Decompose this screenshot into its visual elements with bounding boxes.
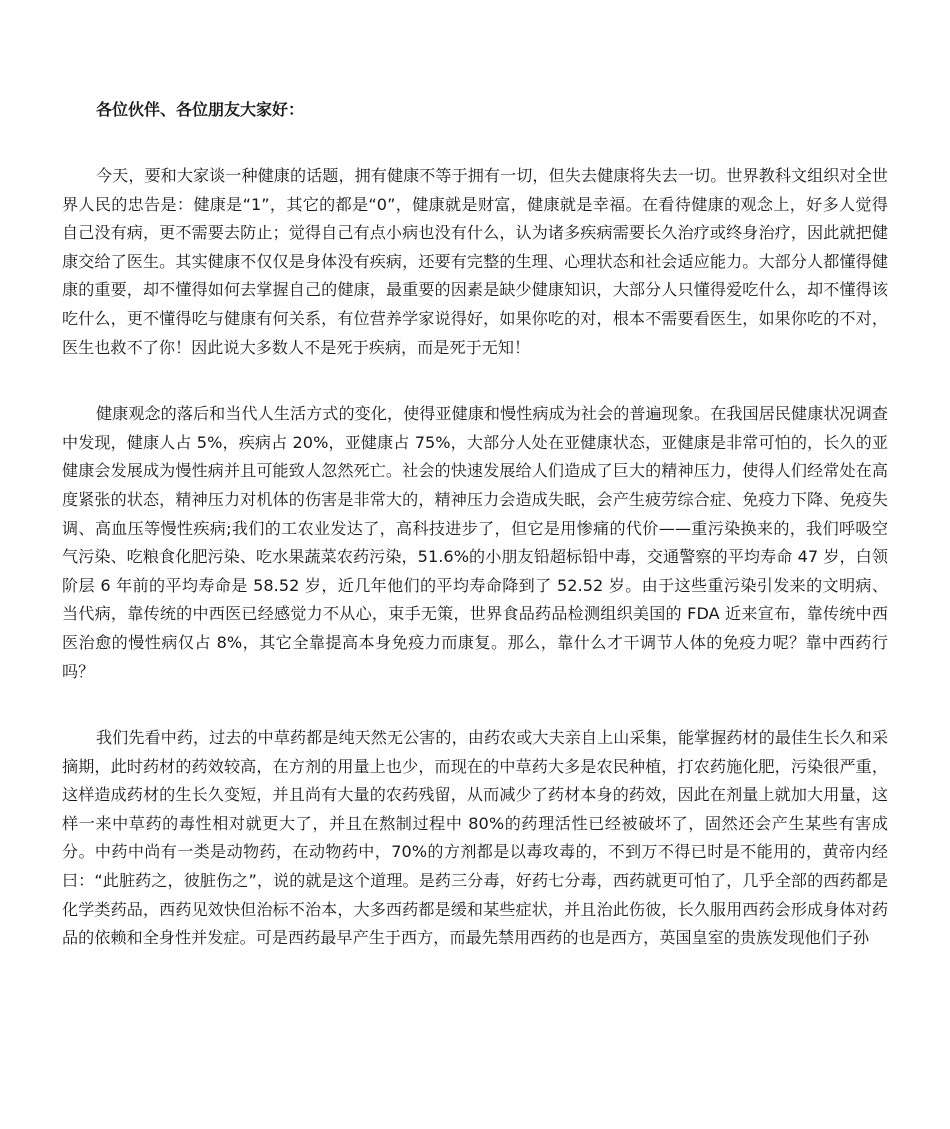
greeting-heading: 各位伙伴、各位朋友大家好：: [96, 100, 305, 119]
document-page: [62, 96, 888, 953]
paragraph-health-importance: 今天，要和大家谈一种健康的话题，拥有健康不等于拥有一切，但失去健康将失去一切。世界教科文组织对全世界人民的忠告是：健康是“1”，其它的都是“0”，健康就是财富，健康就是幸福。在看待健康的观念上，好多人觉得自己没有病，更不需要去防止；觉得自己有点小病也没有什么，认为诸多疾病需要长久治疗或终身治疗，因此就把健康交给了医生。其实健康不仅仅是身体没有疾病，还要有完整的生理、心理状态和社会适应能力。大部分人都懂得健康的重要，却不懂得如何去掌握自己的健康，最重要的因素是缺少健康知识，大部分人只懂得爱吃什么，却不懂得该吃什么，更不懂得吃与健康有何关系，有位营养学家说得好，如果你吃的对，根本不需要看医生，如果你吃的不对，医生也救不了你！因此说大多数人不是死于疾病，而是死于无知！: [62, 166, 888, 357]
paragraph-chinese-western-medicine: 我们先看中药，过去的中草药都是纯天然无公害的，由药农或大夫亲自上山采集，能掌握药材的最佳生长久和采摘期，此时药材的药效较高，在方剂的用量上也少，而现在的中草药大多是农民种植，打农药施化肥，污染很严重，这样造成药材的生长久变短，并且尚有大量的农药残留，从而减少了药材本身的药效，因此在剂量上就加大用量，这样一来中草药的毒性相对就更大了，并且在熬制过程中 80%的药理活性已经被破坏了，固然还会产生某些有害成分。中药中尚有一类是动物药，在动物药中，70%的方剂都是以毒攻毒的，不到万不得已时是不能用的，黄帝内经曰：“此脏药之，彼脏伤之”，说的就是这个道理。是药三分毒，好药七分毒，西药就更可怕了，几乎全部的西药都是化学类药品，西药见效快但治标不治本，大多西药都是缓和某些症状，并且治此伤彼，长久服用西药会形成身体对药品的依赖和全身性并发症。可是西药最早产生于西方，而最先禁用西药的也是西方，英国皇室的贵族发现他们子孙: [62, 728, 888, 948]
paragraph-subhealth-status: 健康观念的落后和当代人生活方式的变化，使得亚健康和慢性病成为社会的普遍现象。在我国居民健康状况调查中发现，健康人占 5%，疾病占 20%，亚健康占 75%，大部分人处在亚健康状态，亚健康是非常可怕的，长久的亚健康会发展成为慢性病并且可能致人忽然死亡。社会的快速发展给人们造成了巨大的精神压力，使得人们经常处在高度紧张的状态，精神压力对机体的伤害是非常大的，精神压力会造成失眠，会产生疲劳综合症、免疫力下降、免疫失调、高血压等慢性疾病;我们的工农业发达了，高科技进步了，但它是用惨痛的代价——重污染换来的，我们呼吸空气污染、吃粮食化肥污染、吃水果蔬菜农药污染，51.6%的小朋友铅超标铅中毒，交通警察的平均寿命 47 岁，白领阶层 6 年前的平均寿命是 58.52 岁，近几年他们的平均寿命降到了 52.52 岁。由于这些重污染引发来的文明病、当代病，靠传统的中西医已经感觉力不从心，束手无策，世界食品药品检测组织美国的 FDA 近来宣布，靠传统中西医治愈的慢性病仅占 8%，其它全靠提高本身免疫力而康复。那么，靠什么才干调节人体的免疫力呢？靠中西药行吗？: [62, 404, 888, 681]
